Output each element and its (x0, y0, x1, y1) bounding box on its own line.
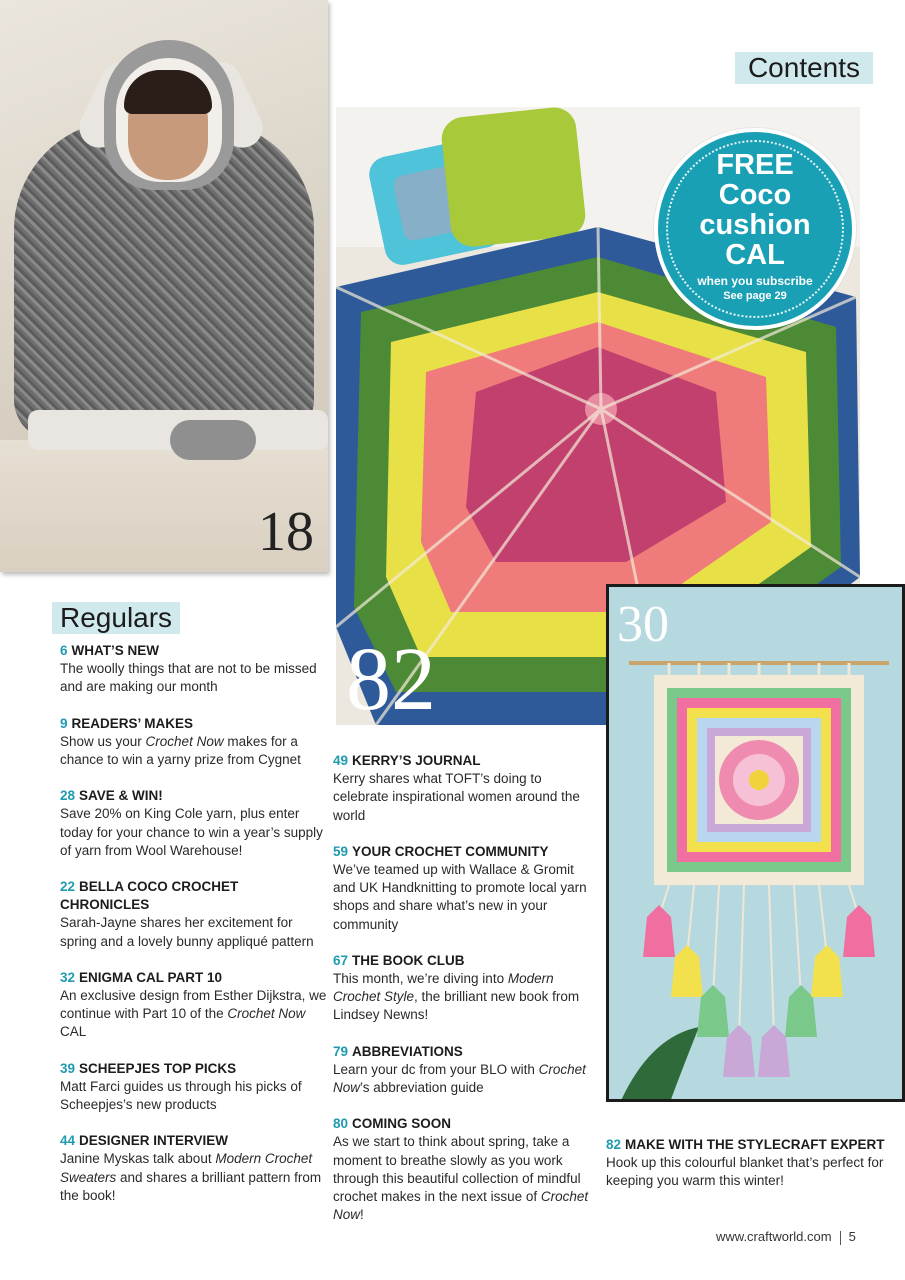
entry-page-number: 49 (333, 753, 349, 768)
entry-title: MAKE WITH THE STYLECRAFT EXPERT (625, 1137, 885, 1152)
entry-page-number: 44 (60, 1133, 76, 1149)
entry-title: SAVE & WIN! (79, 788, 163, 804)
desc-text: An exclusive design from Esther Dijkstra, we continue with Part 10 of the (60, 988, 327, 1022)
entry-page-number: 80 (333, 1116, 349, 1132)
contents-entry[interactable] (60, 1132, 328, 1205)
wall-hanging-photo (606, 584, 905, 1102)
entry-description (333, 1133, 595, 1224)
page-number-82: 82 (346, 630, 436, 725)
desc-emphasis: Crochet Now (333, 1189, 589, 1223)
badge-subscribe: when you subscribe (697, 274, 813, 288)
page-footer (716, 1229, 856, 1245)
website-link[interactable]: www.craftworld.com (716, 1229, 832, 1244)
contents-entry[interactable] (60, 787, 328, 860)
desc-emphasis: Modern Crochet Style (333, 971, 554, 1005)
footer-page-number: 5 (848, 1229, 856, 1244)
entry-page-number: 32 (60, 969, 76, 985)
contents-entry[interactable] (60, 878, 328, 951)
contents-column-middle (333, 752, 595, 1242)
entry-description (60, 987, 328, 1042)
entry-page-number: 22 (60, 879, 76, 895)
regulars-heading: Regulars (52, 602, 180, 634)
contents-column-right (606, 1136, 896, 1209)
entry-description: Sarah-Jayne shares her excitement for spring and a lovely bunny appliqué pattern (60, 915, 314, 949)
entry-description: Matt Farci guides us through his picks of Scheepjes’s new products (60, 1078, 302, 1113)
entry-page-number: 9 (60, 715, 68, 731)
badge-cushion: cushion (699, 209, 811, 241)
desc-text: makes for a chance to win a yarny prize from Cygnet (60, 733, 301, 768)
desc-text: CAL (60, 1024, 87, 1040)
entry-description (333, 1061, 595, 1097)
free-cal-badge (654, 128, 856, 330)
entry-page-number: 28 (60, 788, 76, 804)
desc-emphasis: Modern Crochet Sweaters (60, 1151, 313, 1185)
desc-text: Janine Myskas talk about (60, 1151, 216, 1167)
entry-description: Hook up this colourful blanket that’s perfect for keeping you warm this winter! (606, 1155, 884, 1189)
wall-hanging-graphic (609, 587, 905, 1102)
entry-title: YOUR CROCHET COMMUNITY (352, 843, 549, 859)
entry-title: DESIGNER INTERVIEW (79, 1133, 229, 1149)
desc-text: Show us your (60, 733, 146, 749)
entry-description: Save 20% on King Cole yarn, plus enter today for your chance to win a year’s supply of yarn from Wool Warehouse! (60, 806, 323, 858)
desc-text: Learn your dc from your BLO with (333, 1061, 539, 1077)
badge-coco: Coco (718, 179, 792, 211)
entry-title: ABBREVIATIONS (352, 1043, 463, 1059)
entry-page-number: 82 (606, 1137, 622, 1152)
desc-emphasis: Crochet Now (227, 1006, 306, 1022)
contents-entry[interactable] (333, 1115, 595, 1224)
desc-text: This month, we’re diving into (333, 971, 508, 987)
entry-description: We’ve teamed up with Wallace & Gromit and UK Handknitting to promote local yarn shops and share what’s new in your community (333, 862, 587, 932)
entry-title: COMING SOON (352, 1116, 452, 1132)
desc-emphasis: Crochet Now (145, 733, 224, 749)
hoodie-blanket-photo (0, 0, 328, 572)
entry-description (60, 733, 328, 769)
entry-title: SCHEEPJES TOP PICKS (79, 1060, 237, 1076)
entry-description: Kerry shares what TOFT’s doing to celebrate inspirational women around the world (333, 771, 580, 823)
page-number-18: 18 (258, 501, 314, 563)
contents-entry[interactable] (60, 642, 328, 697)
entry-title: KERRY’S JOURNAL (352, 753, 481, 768)
desc-text: , the brilliant new book from Lindsey Newns! (333, 989, 580, 1023)
contents-entry[interactable] (333, 843, 595, 934)
contents-column-left (60, 642, 328, 1223)
contents-entry[interactable] (333, 752, 595, 825)
badge-see-page: See page 29 (723, 290, 787, 302)
desc-text: ’s abbreviation guide (360, 1080, 484, 1096)
entry-page-number: 59 (333, 843, 349, 859)
entry-title: WHAT’S NEW (71, 643, 160, 658)
entry-page-number: 79 (333, 1043, 349, 1059)
contents-entry[interactable] (333, 952, 595, 1025)
entry-title: THE BOOK CLUB (352, 952, 465, 968)
contents-entry[interactable] (333, 1043, 595, 1098)
entry-page-number: 6 (60, 643, 68, 658)
page-number-30: 30 (617, 596, 669, 653)
badge-cal: CAL (725, 239, 785, 271)
badge-free: FREE (716, 149, 794, 181)
entry-page-number: 67 (333, 952, 349, 968)
entry-description (60, 1150, 328, 1205)
entry-title: ENIGMA CAL PART 10 (79, 969, 223, 985)
entry-description (333, 970, 595, 1025)
contents-entry[interactable] (60, 969, 328, 1042)
contents-heading: Contents (735, 52, 873, 84)
contents-entry[interactable] (60, 715, 328, 770)
sock (170, 420, 256, 460)
entry-page-number: 39 (60, 1060, 76, 1076)
footer-divider (840, 1231, 841, 1245)
contents-entry[interactable] (606, 1136, 896, 1191)
entry-title: READERS’ MAKES (71, 715, 194, 731)
desc-text: As we start to think about spring, take a moment to breathe slowly as you work through this beautiful collection of mindful crochet makes in the next issue of (333, 1134, 581, 1205)
entry-description: The woolly things that are not to be missed and are making our month (60, 661, 317, 695)
desc-emphasis: Crochet Now (333, 1061, 586, 1096)
desc-text: ! (360, 1207, 364, 1223)
contents-entry[interactable] (60, 1060, 328, 1115)
entry-title: BELLA COCO CROCHET CHRONICLES (60, 879, 239, 913)
desc-text: and shares a brilliant pattern from the book! (60, 1169, 322, 1203)
